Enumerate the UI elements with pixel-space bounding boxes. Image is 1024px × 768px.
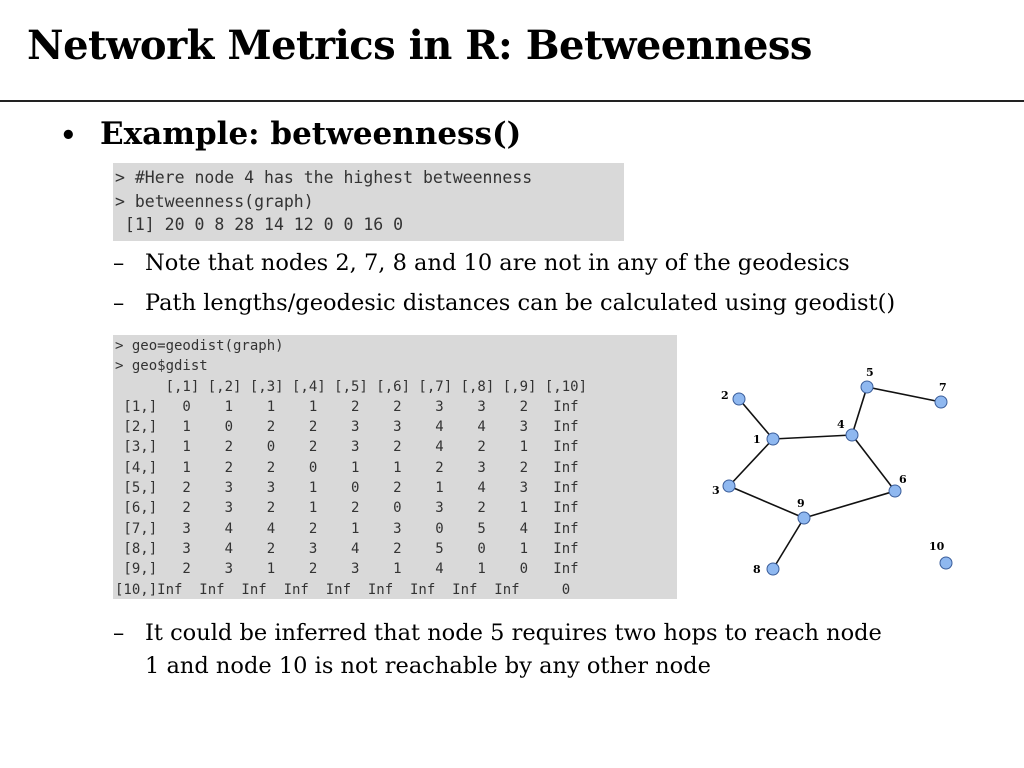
graph-node-label-9: 9: [797, 497, 805, 510]
sub-bullet-text: Path lengths/geodesic distances can be calculated using geodist(): [145, 290, 896, 316]
sub-bullet-text-line2: 1 and node 10 is not reachable by any other node: [145, 653, 711, 679]
graph-node-label-8: 8: [753, 563, 761, 576]
graph-edge-1-3: [729, 439, 773, 486]
graph-edge-4-6: [852, 435, 895, 491]
graph-edge-3-9: [729, 486, 804, 518]
code-line: [10,]Inf Inf Inf Inf Inf Inf Inf Inf Inf 0: [115, 581, 571, 598]
graph-node-label-5: 5: [866, 366, 874, 379]
graph-node-5: [861, 381, 873, 393]
graph-node-10: [940, 557, 952, 569]
graph-node-4: [846, 429, 858, 441]
graph-node-label-7: 7: [939, 381, 947, 394]
code-line: [5,] 2 3 3 1 0 2 1 4 3 Inf: [115, 480, 579, 497]
network-graph: [700, 355, 1020, 595]
graph-node-label-6: 6: [899, 473, 907, 486]
title-divider: [0, 100, 1024, 102]
graph-edge-6-9: [804, 491, 895, 518]
code-line: > #Here node 4 has the highest betweenness: [115, 168, 533, 187]
bullet-marker: •: [60, 121, 77, 151]
graph-node-label-3: 3: [712, 484, 720, 497]
graph-node-7: [935, 396, 947, 408]
graph-edge-5-7: [867, 387, 941, 402]
graph-node-6: [889, 485, 901, 497]
graph-node-8: [767, 563, 779, 575]
graph-node-label-10: 10: [929, 540, 945, 553]
code-line: [4,] 1 2 2 0 1 1 2 3 2 Inf: [115, 459, 579, 476]
bullet-text: Example: betweenness(): [100, 116, 522, 152]
sub-bullet-inference: [113, 617, 973, 683]
bullet-example: [60, 116, 521, 152]
sub-bullet-text: Note that nodes 2, 7, 8 and 10 are not in any of the geodesics: [145, 250, 850, 276]
graph-edge-9-8: [773, 518, 804, 569]
graph-node-label-4: 4: [837, 418, 845, 431]
sub-bullet-text-line1: It could be inferred that node 5 requires two hops to reach node: [145, 620, 882, 646]
sub-bullet-geodist: [113, 290, 895, 316]
graph-edge-4-5: [852, 387, 867, 435]
code-line: > geo=geodist(graph): [115, 338, 284, 354]
graph-node-1: [767, 433, 779, 445]
graph-node-label-1: 1: [753, 433, 761, 446]
code-line: [6,] 2 3 2 1 2 0 3 2 1 Inf: [115, 500, 579, 517]
code-line: [1] 20 0 8 28 14 12 0 0 16 0: [115, 215, 404, 234]
code-block-geodist: [113, 335, 677, 599]
code-block-betweenness: [113, 163, 624, 241]
code-line: [9,] 2 3 1 2 3 1 4 1 0 Inf: [115, 561, 579, 578]
graph-node-2: [733, 393, 745, 405]
code-line: [2,] 1 0 2 2 3 3 4 4 3 Inf: [115, 419, 579, 436]
sub-bullet-geodesics: [113, 250, 850, 276]
code-line: [8,] 3 4 2 3 4 2 5 0 1 Inf: [115, 540, 579, 557]
sub-bullet-dash: –: [113, 620, 125, 646]
slide-title: Network Metrics in R: Betweenness: [27, 22, 812, 69]
graph-node-label-2: 2: [721, 389, 729, 402]
sub-bullet-dash: –: [113, 290, 125, 316]
code-line: [,1] [,2] [,3] [,4] [,5] [,6] [,7] [,8] [,9] [,10]: [115, 378, 588, 395]
graph-node-9: [798, 512, 810, 524]
code-line: [1,] 0 1 1 1 2 2 3 3 2 Inf: [115, 398, 579, 415]
code-line: > geo$gdist: [115, 358, 208, 375]
sub-bullet-dash: –: [113, 250, 125, 276]
code-line: > betweenness(graph): [115, 191, 314, 211]
code-line: [3,] 1 2 0 2 3 2 4 2 1 Inf: [115, 439, 579, 456]
code-line: [7,] 3 4 4 2 1 3 0 5 4 Inf: [115, 520, 579, 537]
graph-node-3: [723, 480, 735, 492]
graph-edge-1-4: [773, 435, 852, 439]
